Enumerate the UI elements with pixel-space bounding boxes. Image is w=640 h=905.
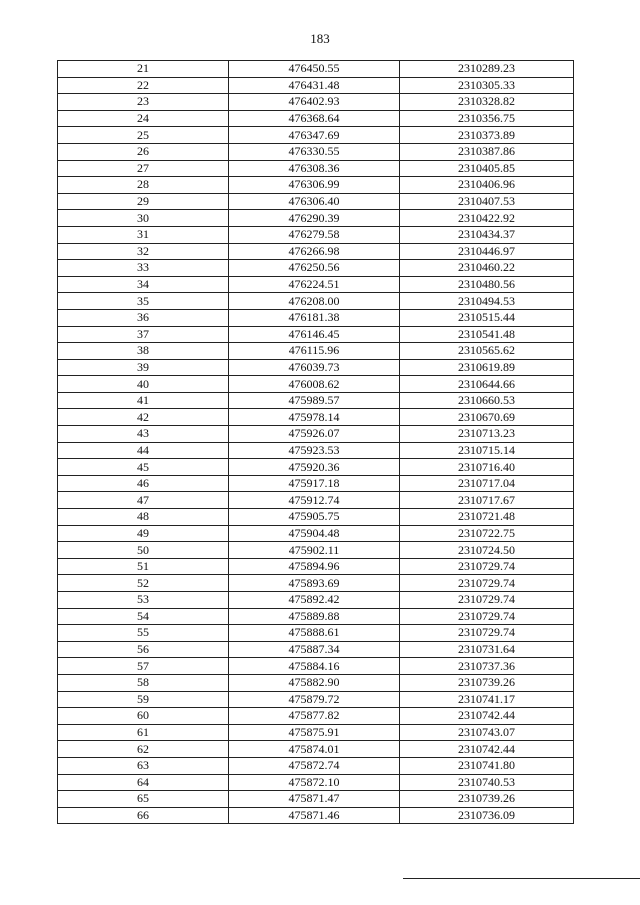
x-coordinate-cell: 476402.93 [229,94,400,111]
table-row [58,757,574,774]
y-coordinate-cell: 2310743.07 [400,724,574,741]
y-coordinate-cell: 2310737.36 [400,658,574,675]
point-number-cell: 26 [58,143,229,160]
point-number-cell: 52 [58,575,229,592]
table-row [58,558,574,575]
table-row [58,409,574,426]
y-coordinate-cell: 2310729.74 [400,608,574,625]
y-coordinate-cell: 2310742.44 [400,708,574,725]
x-coordinate-cell: 476368.64 [229,110,400,127]
point-number-cell: 63 [58,757,229,774]
x-coordinate-cell: 475872.74 [229,757,400,774]
table-row [58,691,574,708]
point-number-cell: 25 [58,127,229,144]
y-coordinate-cell: 2310480.56 [400,276,574,293]
x-coordinate-cell: 475884.16 [229,658,400,675]
x-coordinate-cell: 476306.40 [229,193,400,210]
table-row [58,608,574,625]
x-coordinate-cell: 475920.36 [229,459,400,476]
point-number-cell: 64 [58,774,229,791]
table-row [58,459,574,476]
table-row [58,359,574,376]
x-coordinate-cell: 475875.91 [229,724,400,741]
table-row [58,127,574,144]
point-number-cell: 32 [58,243,229,260]
point-number-cell: 30 [58,210,229,227]
x-coordinate-cell: 475871.47 [229,791,400,808]
point-number-cell: 59 [58,691,229,708]
y-coordinate-cell: 2310565.62 [400,343,574,360]
x-coordinate-cell: 475923.53 [229,442,400,459]
y-coordinate-cell: 2310729.74 [400,558,574,575]
x-coordinate-cell: 476347.69 [229,127,400,144]
y-coordinate-cell: 2310739.26 [400,674,574,691]
point-number-cell: 47 [58,492,229,509]
y-coordinate-cell: 2310742.44 [400,741,574,758]
y-coordinate-cell: 2310729.74 [400,592,574,609]
y-coordinate-cell: 2310305.33 [400,77,574,94]
y-coordinate-cell: 2310405.85 [400,160,574,177]
table-row [58,177,574,194]
point-number-cell: 39 [58,359,229,376]
point-number-cell: 60 [58,708,229,725]
x-coordinate-cell: 476208.00 [229,293,400,310]
footer-rule [403,878,640,879]
x-coordinate-cell: 476330.55 [229,143,400,160]
table-row [58,376,574,393]
x-coordinate-cell: 475893.69 [229,575,400,592]
y-coordinate-cell: 2310731.64 [400,641,574,658]
table-row [58,774,574,791]
y-coordinate-cell: 2310644.66 [400,376,574,393]
point-number-cell: 35 [58,293,229,310]
x-coordinate-cell: 475978.14 [229,409,400,426]
y-coordinate-cell: 2310741.80 [400,757,574,774]
y-coordinate-cell: 2310670.69 [400,409,574,426]
table-row [58,625,574,642]
x-coordinate-cell: 476266.98 [229,243,400,260]
table-row [58,641,574,658]
table-row [58,658,574,675]
table-row [58,226,574,243]
y-coordinate-cell: 2310356.75 [400,110,574,127]
x-coordinate-cell: 476224.51 [229,276,400,293]
x-coordinate-cell: 475872.10 [229,774,400,791]
y-coordinate-cell: 2310729.74 [400,575,574,592]
table-row [58,475,574,492]
table-row [58,260,574,277]
point-number-cell: 42 [58,409,229,426]
point-number-cell: 45 [58,459,229,476]
coordinates-table-body [58,61,574,824]
table-row [58,542,574,559]
y-coordinate-cell: 2310740.53 [400,774,574,791]
table-row [58,77,574,94]
y-coordinate-cell: 2310446.97 [400,243,574,260]
point-number-cell: 41 [58,392,229,409]
y-coordinate-cell: 2310494.53 [400,293,574,310]
y-coordinate-cell: 2310722.75 [400,525,574,542]
page-number: 183 [310,31,330,46]
y-coordinate-cell: 2310328.82 [400,94,574,111]
point-number-cell: 23 [58,94,229,111]
table-row [58,276,574,293]
y-coordinate-cell: 2310541.48 [400,326,574,343]
x-coordinate-cell: 476450.55 [229,61,400,78]
x-coordinate-cell: 476308.36 [229,160,400,177]
x-coordinate-cell: 476008.62 [229,376,400,393]
point-number-cell: 21 [58,61,229,78]
x-coordinate-cell: 475877.82 [229,708,400,725]
x-coordinate-cell: 475874.01 [229,741,400,758]
table-row [58,326,574,343]
x-coordinate-cell: 475917.18 [229,475,400,492]
table-row [58,442,574,459]
point-number-cell: 49 [58,525,229,542]
coordinates-table [57,60,574,824]
point-number-cell: 57 [58,658,229,675]
x-coordinate-cell: 475887.34 [229,641,400,658]
x-coordinate-cell: 476250.56 [229,260,400,277]
table-row [58,61,574,78]
point-number-cell: 61 [58,724,229,741]
point-number-cell: 51 [58,558,229,575]
point-number-cell: 62 [58,741,229,758]
y-coordinate-cell: 2310724.50 [400,542,574,559]
y-coordinate-cell: 2310721.48 [400,509,574,526]
point-number-cell: 48 [58,509,229,526]
y-coordinate-cell: 2310660.53 [400,392,574,409]
table-row [58,708,574,725]
y-coordinate-cell: 2310716.40 [400,459,574,476]
point-number-cell: 36 [58,309,229,326]
x-coordinate-cell: 475904.48 [229,525,400,542]
y-coordinate-cell: 2310713.23 [400,426,574,443]
point-number-cell: 53 [58,592,229,609]
table-row [58,492,574,509]
table-row [58,392,574,409]
x-coordinate-cell: 475926.07 [229,426,400,443]
table-row [58,791,574,808]
x-coordinate-cell: 475894.96 [229,558,400,575]
y-coordinate-cell: 2310619.89 [400,359,574,376]
x-coordinate-cell: 476431.48 [229,77,400,94]
table-row [58,110,574,127]
y-coordinate-cell: 2310715.14 [400,442,574,459]
x-coordinate-cell: 475905.75 [229,509,400,526]
table-row [58,309,574,326]
point-number-cell: 38 [58,343,229,360]
y-coordinate-cell: 2310387.86 [400,143,574,160]
point-number-cell: 43 [58,426,229,443]
x-coordinate-cell: 476181.38 [229,309,400,326]
table-row [58,509,574,526]
y-coordinate-cell: 2310373.89 [400,127,574,144]
table-row [58,210,574,227]
x-coordinate-cell: 476146.45 [229,326,400,343]
y-coordinate-cell: 2310422.92 [400,210,574,227]
table-row [58,343,574,360]
point-number-cell: 34 [58,276,229,293]
table-row [58,807,574,824]
point-number-cell: 50 [58,542,229,559]
point-number-cell: 66 [58,807,229,824]
table-row [58,426,574,443]
point-number-cell: 31 [58,226,229,243]
y-coordinate-cell: 2310717.04 [400,475,574,492]
x-coordinate-cell: 475989.57 [229,392,400,409]
y-coordinate-cell: 2310434.37 [400,226,574,243]
y-coordinate-cell: 2310736.09 [400,807,574,824]
y-coordinate-cell: 2310739.26 [400,791,574,808]
y-coordinate-cell: 2310289.23 [400,61,574,78]
y-coordinate-cell: 2310460.22 [400,260,574,277]
x-coordinate-cell: 476039.73 [229,359,400,376]
x-coordinate-cell: 476290.39 [229,210,400,227]
point-number-cell: 33 [58,260,229,277]
table-row [58,724,574,741]
table-row [58,525,574,542]
point-number-cell: 27 [58,160,229,177]
table-row [58,592,574,609]
y-coordinate-cell: 2310406.96 [400,177,574,194]
table-row [58,243,574,260]
point-number-cell: 40 [58,376,229,393]
point-number-cell: 56 [58,641,229,658]
table-row [58,193,574,210]
y-coordinate-cell: 2310407.53 [400,193,574,210]
point-number-cell: 46 [58,475,229,492]
table-row [58,160,574,177]
point-number-cell: 24 [58,110,229,127]
point-number-cell: 54 [58,608,229,625]
x-coordinate-cell: 475871.46 [229,807,400,824]
x-coordinate-cell: 476306.99 [229,177,400,194]
x-coordinate-cell: 476279.58 [229,226,400,243]
x-coordinate-cell: 476115.96 [229,343,400,360]
point-number-cell: 29 [58,193,229,210]
table-row [58,575,574,592]
y-coordinate-cell: 2310515.44 [400,309,574,326]
point-number-cell: 58 [58,674,229,691]
table-row [58,674,574,691]
x-coordinate-cell: 475888.61 [229,625,400,642]
point-number-cell: 44 [58,442,229,459]
x-coordinate-cell: 475902.11 [229,542,400,559]
point-number-cell: 22 [58,77,229,94]
table-row [58,741,574,758]
point-number-cell: 65 [58,791,229,808]
x-coordinate-cell: 475889.88 [229,608,400,625]
table-row [58,94,574,111]
y-coordinate-cell: 2310717.67 [400,492,574,509]
table-row [58,293,574,310]
y-coordinate-cell: 2310729.74 [400,625,574,642]
x-coordinate-cell: 475892.42 [229,592,400,609]
x-coordinate-cell: 475912.74 [229,492,400,509]
point-number-cell: 28 [58,177,229,194]
point-number-cell: 37 [58,326,229,343]
x-coordinate-cell: 475879.72 [229,691,400,708]
y-coordinate-cell: 2310741.17 [400,691,574,708]
point-number-cell: 55 [58,625,229,642]
table-row [58,143,574,160]
x-coordinate-cell: 475882.90 [229,674,400,691]
